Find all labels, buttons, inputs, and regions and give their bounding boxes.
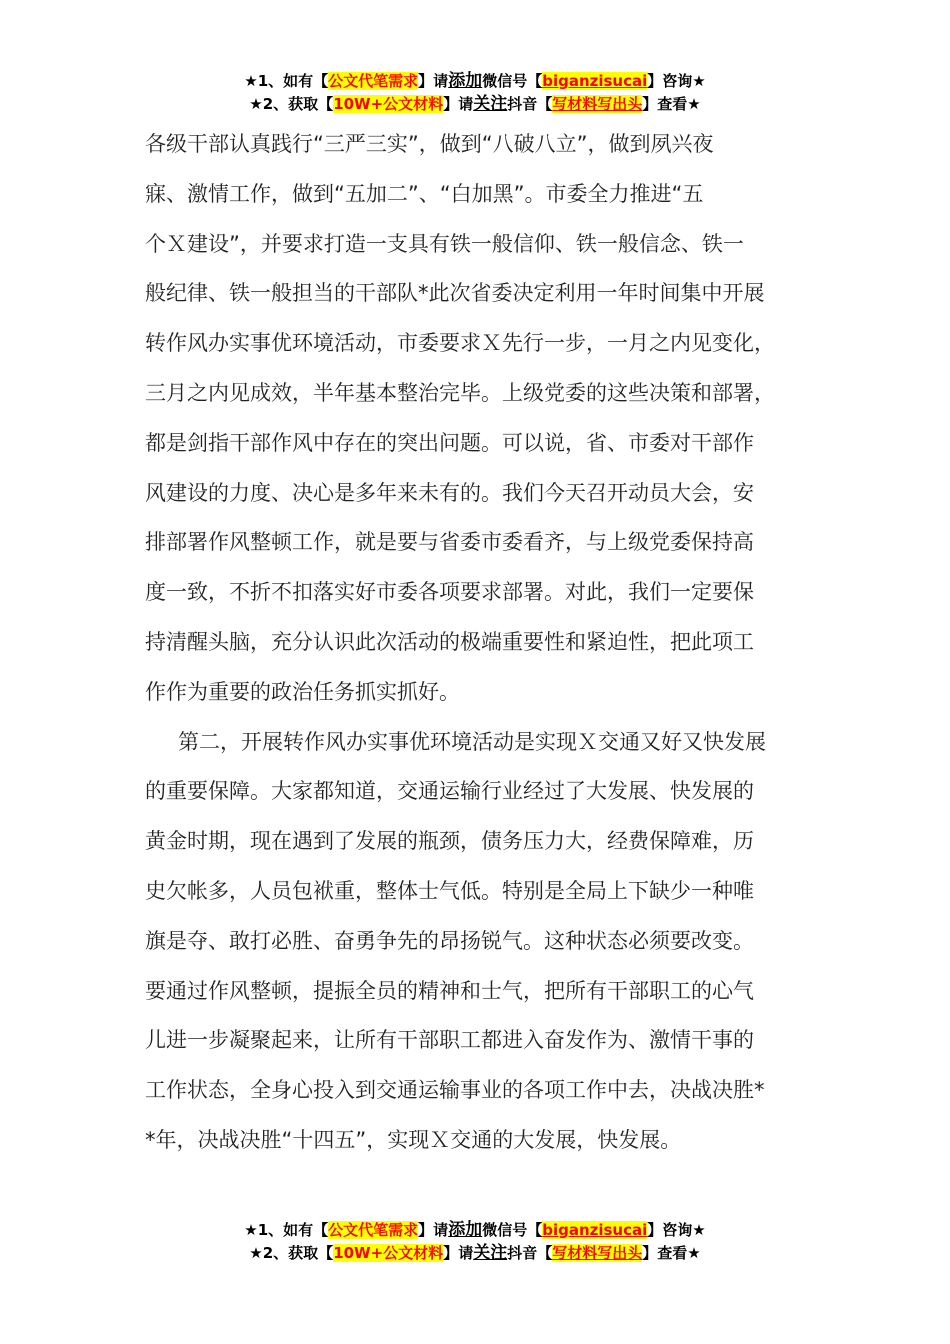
- emphasis-text: 关注: [473, 94, 508, 114]
- text: 】请: [443, 95, 474, 113]
- text-line: 般纪律、铁一般担当的干部队*此次省委决定利用一年时间集中开展: [145, 281, 765, 306]
- emphasis-text: 关注: [473, 1243, 508, 1263]
- banner-line-2: [0, 93, 950, 116]
- text-line: 作作为重要的政治任务抓实抓好。: [145, 679, 460, 704]
- bottom-banner: [0, 1219, 950, 1265]
- banner-line-2: [0, 1242, 950, 1265]
- text-line: 寐、激情工作，做到“五加二”、“白加黑”。市委全力推进“五: [145, 181, 704, 206]
- douyin-id: 写材料写出头: [552, 1244, 643, 1262]
- text-line: 排部署作风整顿工作，就是要与省委市委看齐，与上级党委保持高: [145, 530, 754, 555]
- top-banner: [0, 70, 950, 116]
- text-line: 各级干部认真践行“三严三实”，做到“八破八立”，做到夙兴夜: [145, 132, 714, 156]
- text-line: 风建设的力度、决心是多年来未有的。我们今天召开动员大会，安: [145, 480, 754, 505]
- document-body: [145, 120, 825, 1166]
- highlight-text: 10W+公文材料: [333, 95, 444, 113]
- text-line: 旗是夺、敢打必胜、奋勇争先的昂扬锐气。这种状态必须要改变。: [145, 928, 754, 953]
- wechat-id: biganzisucai: [542, 72, 648, 90]
- text-line: 持清醒头脑，充分认识此次活动的极端重要性和紧迫性，把此项工: [145, 629, 754, 654]
- text: 】查看★: [642, 95, 701, 113]
- douyin-id: 写材料写出头: [552, 95, 643, 113]
- text: 】请: [418, 72, 449, 90]
- banner-line-1: [0, 1219, 950, 1242]
- text-line: 史欠帐多，人员包袱重，整体士气低。特别是全局上下缺少一种唯: [145, 878, 754, 903]
- text-line: 转作风办实事优环境活动，市委要求Ｘ先行一步，一月之内见变化，: [145, 331, 775, 356]
- text: 】查看★: [642, 1244, 701, 1262]
- text-line: 第二，开展转作风办实事优环境活动是实现Ｘ交通又好又快发展: [178, 729, 766, 754]
- text: 抖音【: [507, 95, 553, 113]
- text-line: 工作状态，全身心投入到交通运输事业的各项工作中去，决战决胜*: [145, 1078, 765, 1103]
- text: 】请: [418, 1221, 449, 1239]
- text: 微信号【: [482, 1221, 543, 1239]
- text: 】咨询★: [647, 72, 706, 90]
- wechat-id: biganzisucai: [542, 1221, 648, 1239]
- text: ★1、如有【: [244, 72, 329, 90]
- text-line: 黄金时期，现在遇到了发展的瓶颈，债务压力大，经费保障难，历: [145, 829, 754, 854]
- text: 】咨询★: [647, 1221, 706, 1239]
- text-line: 个Ｘ建设”，并要求打造一支具有铁一般信仰、铁一般信念、铁一: [145, 231, 744, 256]
- highlight-text: 10W+公文材料: [333, 1244, 444, 1262]
- text-line: 的重要保障。大家都知道，交通运输行业经过了大发展、快发展的: [145, 779, 754, 804]
- text-line: 要通过作风整顿，提振全员的精神和士气，把所有干部职工的心气: [145, 978, 754, 1003]
- text-line: 三月之内见成效，半年基本整治完毕。上级党委的这些决策和部署，: [145, 380, 775, 405]
- emphasis-text: 添加: [448, 1220, 483, 1240]
- text-line: 度一致，不折不扣落实好市委各项要求部署。对此，我们一定要保: [145, 580, 754, 605]
- highlight-text: 公文代笔需求: [328, 72, 419, 90]
- text: ★2、获取【: [249, 1244, 334, 1262]
- text: 抖音【: [507, 1244, 553, 1262]
- text-line: *年，决战决胜“十四五”，实现Ｘ交通的大发展，快发展。: [145, 1127, 682, 1152]
- text: ★1、如有【: [244, 1221, 329, 1239]
- text: ★2、获取【: [249, 95, 334, 113]
- text-line: 儿进一步凝聚起来，让所有干部职工都进入奋发作为、激情干事的: [145, 1028, 754, 1053]
- text: 微信号【: [482, 72, 543, 90]
- highlight-text: 公文代笔需求: [328, 1221, 419, 1239]
- text: 】请: [443, 1244, 474, 1262]
- banner-line-1: [0, 70, 950, 93]
- emphasis-text: 添加: [448, 71, 483, 91]
- text-line: 都是剑指干部作风中存在的突出问题。可以说，省、市委对干部作: [145, 430, 754, 455]
